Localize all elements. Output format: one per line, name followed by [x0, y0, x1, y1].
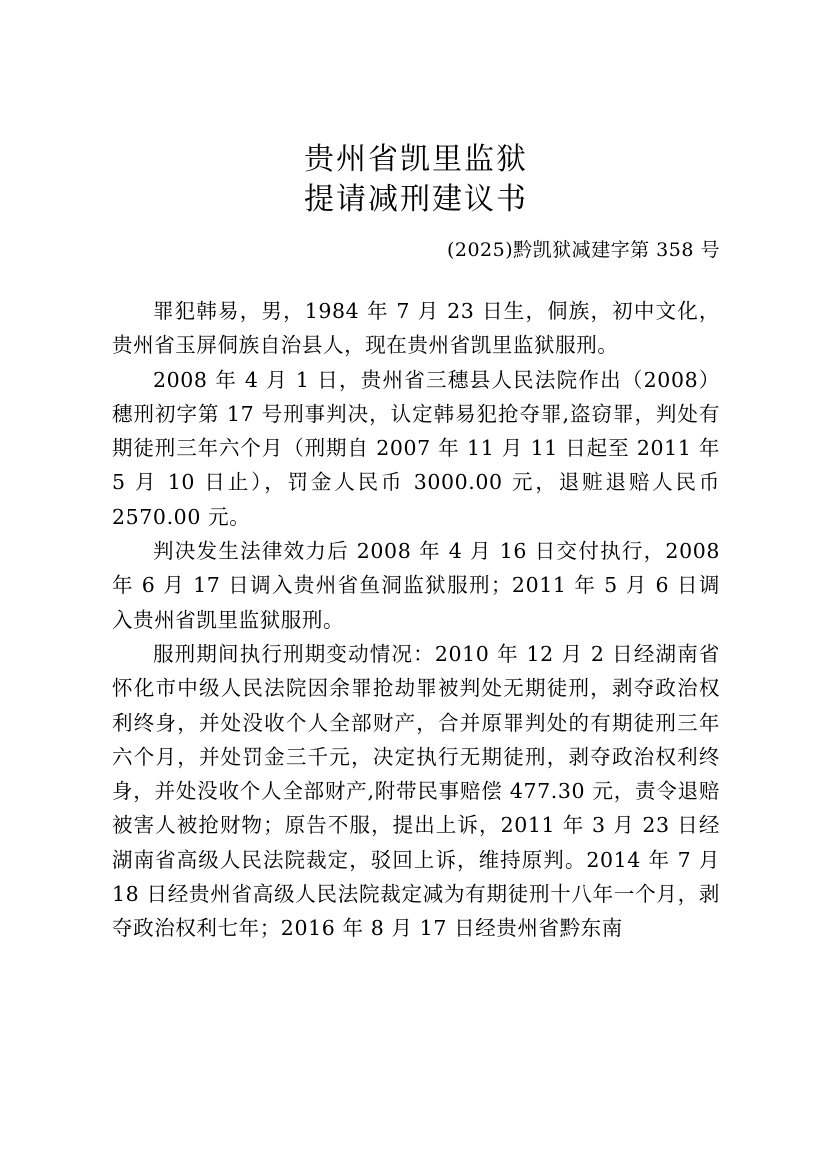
- paragraph-original-judgment: 2008 年 4 月 1 日，贵州省三穗县人民法院作出（2008）穗刑初字第 17 号刑事判决，认定韩易犯抢夺罪,盗窃罪，判处有期徒刑三年六个月（刑期自 2007 年 11 月 11 日起至 2011 年 5 月 10 日止），罚金人民币 3000.00 元，退赃退赔人民币 2570.00 元。: [112, 367, 720, 529]
- document-number: (2025)黔凯狱减建字第 358 号: [446, 239, 720, 261]
- document-page: [112, 140, 720, 946]
- document-body: [112, 294, 720, 946]
- title-line-document-type: 提请减刑建议书: [304, 182, 528, 217]
- document-title: [112, 140, 720, 220]
- paragraph-criminal-info: 罪犯韩易，男，1984 年 7 月 23 日生，侗族，初中文化，贵州省玉屏侗族自治县人，现在贵州省凯里监狱服刑。: [112, 299, 720, 358]
- paragraph-execution-transfer: 判决发生法律效力后 2008 年 4 月 16 日交付执行，2008 年 6 月 17 日调入贵州省鱼洞监狱服刑；2011 年 5 月 6 日调入贵州省凯里监狱服刑。: [112, 539, 720, 632]
- title-line-institution: 贵州省凯里监狱: [304, 142, 528, 177]
- paragraph-sentence-changes: 服刑期间执行刑期变动情况：2010 年 12 月 2 日经湖南省怀化市中级人民法院因余罪抢劫罪被判处无期徒刑，剥夺政治权利终身，并处没收个人全部财产，合并原罪判处的有期徒刑三年六个月，并处罚金三千元，决定执行无期徒刑，剥夺政治权利终身，并处没收个人全部财产,附带民事赔偿 477.30 元，责令退赔被害人被抢财物；原告不服，提出上诉，2011 年 3 月 23 日经湖南省高级人民法院裁定，驳回上诉，维持原判。2014 年 7 月 18 日经贵州省高级人民法院裁定减为有期徒刑十八年一个月，剥夺政治权利七年；2016 年 8 月 17 日经贵州省黔东南: [112, 641, 720, 941]
